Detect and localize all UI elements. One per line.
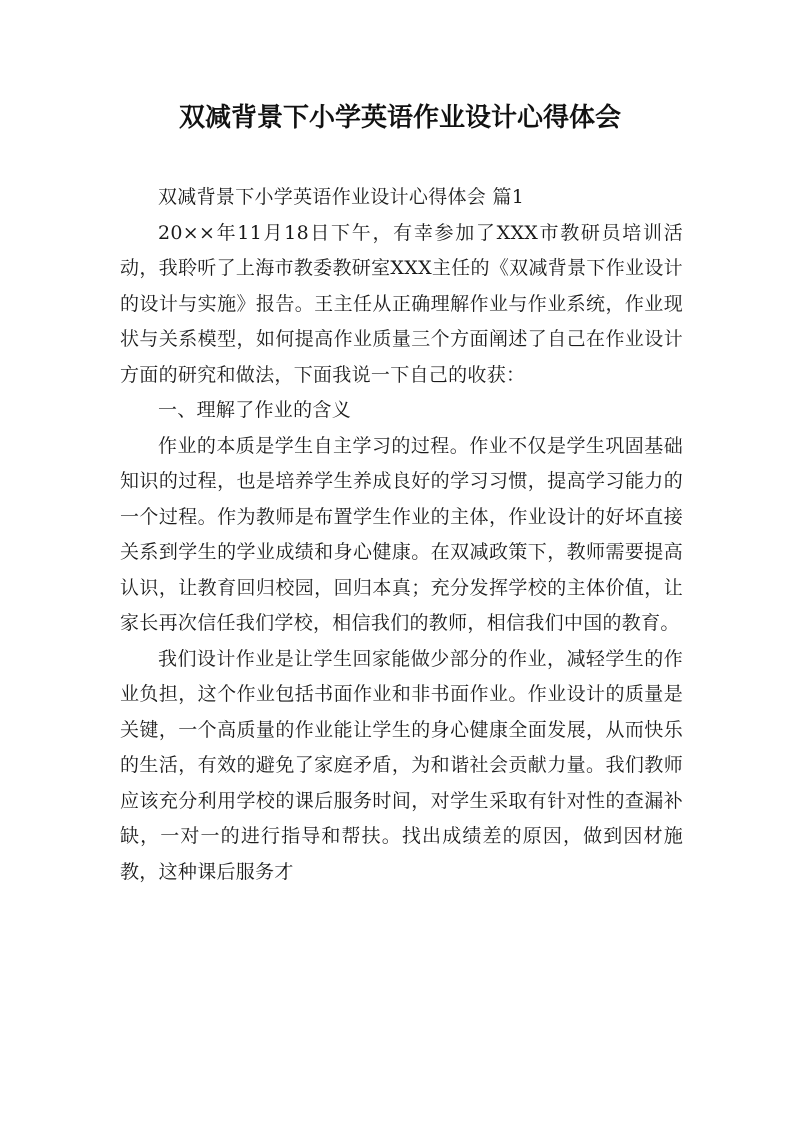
document-title: 双减背景下小学英语作业设计心得体会 <box>178 103 621 133</box>
paragraph-homework-design: 我们设计作业是让学生回家能做少部分的作业，减轻学生的作业负担，这个作业包括书面作业和非书面作业。作业设计的质量是关键，一个高质量的作业能让学生的身心健康全面发展，从而快乐的生活，有效的避免了家庭矛盾，为和谐社会贡献力量。我们教师应该充分利用学校的课后服务时间，对学生采取有针对性的查漏补缺，一对一的进行指导和帮扶。找出成绩差的原因，做到因材施教，这种课后服务才 <box>120 647 683 883</box>
subsection-heading: 一、理解了作业的含义 <box>158 399 352 421</box>
section-heading: 双减背景下小学英语作业设计心得体会 篇1 <box>158 186 525 208</box>
document-body <box>120 180 683 890</box>
paragraph-homework-essence: 作业的本质是学生自主学习的过程。作业不仅是学生巩固基础知识的过程，也是培养学生养成良好的学习习惯，提高学习能力的一个过程。作为教师是布置学生作业的主体，作业设计的好坏直接关系到学生的学业成绩和身心健康。在双减政策下，教师需要提高认识，让教育回归校园，回归本真；充分发挥学校的主体价值，让家长再次信任我们学校，相信我们的教师，相信我们中国的教育。 <box>120 434 683 634</box>
paragraph-intro: 20××年11月18日下午，有幸参加了XXX市教研员培训活动，我聆听了上海市教委教研室XXX主任的《双减背景下作业设计的设计与实施》报告。王主任从正确理解作业与作业系统，作业现状与关系模型，如何提高作业质量三个方面阐述了自己在作业设计方面的研究和做法，下面我说一下自己的收获： <box>120 221 683 386</box>
